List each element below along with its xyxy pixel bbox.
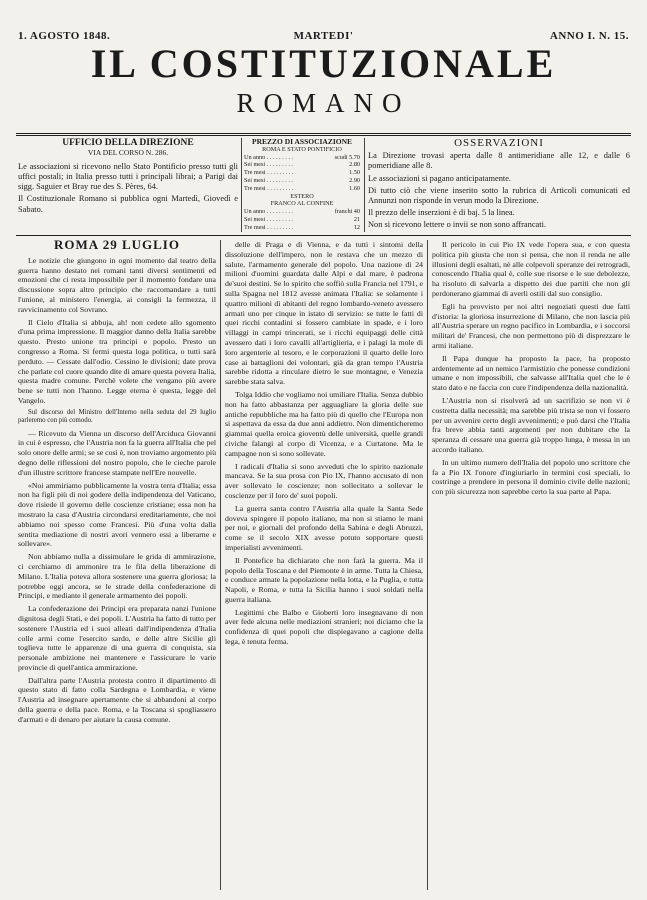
price-row: Sei mesi . . . . . . . . . 21 — [244, 215, 360, 223]
article-column-2 — [225, 240, 423, 890]
weekday: MARTEDI' — [293, 30, 354, 42]
masthead-subtitle: ROMANO — [236, 88, 411, 118]
article-paragraph: Tolga Iddio che vogliamo noi umiliare l'Italia. Senza dubbio non ha fatto abbastanza per agguagliare la gloria delle sue antiche repubbliche ma ha fatto più di quello che l'Europa non si aspettava da essa da due anni addietro. Non dimenticheremo giammai quella eroica gioventù delle università, quelle grandi civiche falangi al corpo di Vicenza, e a Curtatone. Ma le campagne non si sono sollevate. — [225, 389, 423, 458]
prices-sub-roma: ROMA E STATO PONTIFICIO — [262, 145, 342, 153]
observations-letters: Non si ricevono lettere o invii se non sono affrancati. — [368, 220, 546, 230]
prices-sub-franco: FRANCO AL CONFINE — [270, 200, 334, 208]
article-paragraph: Non abbiamo nulla a dissimulare le grida di ammirazione, ci cerchiamo di ammonire tra le fila della liberazione di Milano. L'Italia poteva allora sostenere una guerra gloriosa; la potrebbe oggi ancora, se le strade della confederazione di Principi, e mediante il generale armamento dei popoli. — [18, 552, 216, 601]
price-row: Un anno . . . . . . . . . scudi 5.70 — [244, 153, 360, 161]
prices-heading: PREZZO DI ASSOCIAZIONE — [251, 137, 353, 146]
header-divider-2 — [16, 135, 631, 136]
observations-liability: Di tutto ciò che viene inserito sotto la rubrica di Articoli comunicati ed Annunzi non risponde in verun modo la Direzione. — [368, 185, 630, 206]
article-paragraph: delle di Praga e di Vienna, e da tutti i sintomi della dissoluzione dell'impero, non le restava che un mezzo di salute, l'armamento generale del popolo. Una nazione di 24 milioni d'uomini guardata dalle Alpi e dal mare, è padrona de'suoi destini. Se lo spirito che soffiò sulla Francia nel 1791, e sulla Spagna nel 1812 avesse animata l'Italia: se solamente i quattro milioni di abitanti del regno lombardo-veneto avessero armati uno per cinque in istato di servizio: se tutte le fatti di quei ricchi contadini si fossero cambiate in spade, e i loro villaggi in campi trincerati, se i ricchi equipaggi delle città avessero dati i loro cavalli all'artiglieria, e i palagi la mole di loro argenterie al tesoro, e le corporazioni il quarto delle loro case ai battaglioni dei volontari, già da gran tempo l'Austria sarebbe ridotta a rinculare dietro le sue montagne, e Venezia sarebbe stata salva. — [225, 240, 423, 387]
office-address: VIA DEL CORSO N. 286. — [87, 148, 169, 158]
column-divider — [427, 240, 428, 890]
masthead-title: IL COSTITUZIONALE — [90, 41, 557, 86]
masthead — [0, 42, 647, 118]
article-paragraph: Legittimi che Balbo e Gioberti loro insegnavano di non aver fede alcuna nelle mediazioni stranieri; noi diciamo che la confidenza di quei popoli che dispiegavano a cagione della lega, è tenuta ferma. — [225, 607, 423, 647]
observations-heading: OSSERVAZIONI — [454, 137, 544, 149]
article-title: ROMA 29 LUGLIO — [54, 240, 180, 252]
article-paragraph: I radicali d'Italia si sono avveduti che lo spirito nazionale mancava. Se la sua prosa con Pio IX, l'hanno accusato di non aver sollevato le coscienze; non sollecitato a sollevar le coscienze per il loro de' suoi popoli. — [225, 461, 423, 500]
article-paragraph: Il pericolo in cui Pio IX vede l'opera sua, e con questa politica più giusta che non si pensa, che non il renda ne alle illusioni degli esaltati, nè alle colpevoli speranze dei retrogradi, conoscendo l'Italia qual è, colle sue risorse e le sue debolezze, ha risoluto di salvarla a dispetto dei due partiti che non gli perdonerano giammai di averli ostili dal suo consiglio. — [432, 240, 630, 298]
office-box — [18, 138, 238, 217]
article-paragraph: — Ricevuto da Vienna un discorso dell'Arciduca Giovanni in cui è espresso, che l'Austria non fa la guerra all'Italia che pel solo onore delle armi; se se così è, non troviamo argomento più degno delle riflessioni del nostro popolo, che le cieche parole d'un illustre scrittore francese stampate nell'Ere nouvelle. — [18, 428, 216, 477]
box-divider — [364, 138, 365, 232]
observations-price: Il prezzo delle inserzioni è di baj. 5 la linea. — [368, 208, 515, 218]
article-paragraph: Il Papa dunque ha proposto la pace, ha proposto ardentemente ad un nemico l'armistizio che ponesse condizioni umane e non impossibili, che salvasse all'Italia quel che le è stato dato e ne faccia con cure l'indipendenza della nazionalità. — [432, 353, 630, 393]
article-paragraph: Egli ha provvisto per noi altri negoziati questi due fatti d'istoria: la gloriosa insurrezione di Milano, che non lascia più all'Austria sperare un regno pacifico in Lombardia, e i soccorsi militari de' Francesi, che non permettono più di disprezzare le armi italiane. — [432, 301, 630, 350]
price-row: Un anno . . . . . . . . . franchi 40 — [244, 208, 360, 216]
price-row: Sei mesi . . . . . . . . . 2.90 — [244, 176, 360, 184]
prices-box — [244, 138, 360, 232]
article-paragraph: Le notizie che giungono in ogni momento dal teatro della guerra hanno destato nei romani tanti diversi sentimenti ed emozioni che ci resta impossibile per il momento fondare una discussione sopra altro principio che raccomandare a tutti l'unione, al ministero l'energia, ai consigli la fermezza, il ravvicinamento col Sovrano. — [18, 255, 216, 314]
article-paragraph: La confederazione dei Principi era preparata nanzi l'unione dignitosa degli Stati, e dei popoli. L'Austria ha fatto di tutto per sostenere l'Austria ed i suoi alleati dall'indipendenza d'Italia colle armi come l'esercito sardo, e delle altre Sicilie gli toglieva tutte le apparenze di una guerra di conquista, sia personale ambizione nei mantenere e l'assicurare le varie provincie di quell'antica ammirazione. — [18, 604, 216, 672]
article-note: Sul discorso del Ministro dell'Interno nella seduta del 29 luglio parleremo con più comodo. — [18, 408, 216, 425]
price-row: Tre mesi . . . . . . . . . 1.50 — [244, 169, 360, 177]
price-row: Tre mesi . . . . . . . . . 1.60 — [244, 184, 360, 192]
header-divider — [16, 133, 631, 134]
office-heading: UFFICIO DELLA DIREZIONE — [62, 138, 194, 148]
article-column-3 — [432, 240, 630, 890]
column-divider — [220, 240, 221, 890]
article-paragraph: Dall'altra parte l'Austria protesta contro il dipartimento di questo stato di fatto colla Sardegna e Lombardia, e viene l'Austria ad insegnare apertamente che si abbandoni al corpo della guerra e della pace. Roma, e la Toscana si spogliassero d'armati e di denaro per aiutare la causa comune. — [18, 675, 216, 724]
box-divider — [241, 138, 242, 232]
price-row: Sei mesi . . . . . . . . . 2.80 — [244, 161, 360, 169]
office-subscriptions: Le associazioni si ricevono nello Stato Pontificio presso tutti gli uffici postali; in Italia presso tutti i principali librai; a Parigi dai sigg. Saguier et Bray rue des S. Pères, 64. — [18, 161, 238, 192]
article-paragraph: Il Cielo d'Italia si abbuja, ah! non cedete allo sgomento d'una prima impressione. Il maggior danno della Italia sarebbe questo. Presto unione tra principi e popolo. Presto un congresso a Roma. Si fermi questa loga politica, o tutti sarà perduto. — Cessate dall'odio. Cessino le divisioni; date prova che parlate col cuore quando dite di amare questa povera Italia, questa madre comune. Perchè volete che vengano più avere bene se tutti non l'hanno. Legge eterna è questa, legge del Vangelo. — [18, 317, 216, 405]
price-row: Tre mesi . . . . . . . . . 12 — [244, 223, 360, 231]
office-publication: Il Costituzionale Romano si pubblica ogni Martedì, Giovedì e Sabato. — [18, 194, 238, 214]
article-column-1 — [18, 240, 216, 890]
article-paragraph: La guerra santa contro l'Austria alla quale la Santa Sede doveva spingere il popolo italiano, ma non si stiamo le mani per noi, e giornali del profondo della Sabina e degli Abruzzi, come se il secolo XIX avesse potuto sopportare questi imperialisti avvenimenti. — [225, 503, 423, 552]
observations-hours: La Direzione trovasi aperta dalle 8 antimeridiane alle 12, e dalle 6 pomeridiane alle 8. — [368, 151, 630, 171]
article-paragraph: L'Austria non si risolverà ad un sacrifizio se non vi è costretta dalla necessità; ma sarebbe più trista se non vi fossero per un avvenire certo degli avvenimenti; e può darsi che l'Italia fra breve abbia tanti argomenti per non dubitare che la speranza di cessare una guerra già troppo lunga, è messa in un accordo italiano. — [432, 395, 630, 454]
body-divider — [16, 235, 631, 236]
issue-date: 1. AGOSTO 1848. — [18, 30, 111, 42]
article-paragraph: In un ultimo numero dell'Italia del popolo uno scrittore che fa a Pio IX l'onore d'ingiuriarlo in termini così speciali, lo costringe a prendere in persona il dominio civile delle nazioni; con più sicurezza non saprebbe certo la sua parte al Papa. — [432, 457, 630, 497]
observations-payment: Le associazioni si pagano anticipatamente. — [368, 173, 512, 183]
observations-box — [368, 138, 630, 233]
article-paragraph: Il Pontefice ha dichiarato che non farà la guerra. Ma il popolo della Toscana e del Piemonte è in arme. Tutta la Chiesa, e conduce armate la popolazione nella lotta, e la Puglia, e tutta Napoli, e Roma, e tutta la Sicilia hanno i suoi soldati nella guerra italiana. — [225, 555, 423, 604]
prices-sub-estero: ESTERO — [290, 192, 314, 200]
issue-number: ANNO I. N. 15. — [549, 30, 629, 42]
article-paragraph: «Noi ammiriamo pubblicamente la vostra terra d'Italia; essa non ha figli più di noi godere della indipendenza del Vaticano, dove risiede il governo delle coscienze cristiane; essa non ha mostrato la casa d'Austria circondarsi ereditariamente, che noi abbiamo noi spesso come Francesi. Più d'una volta dalla sentita mediazione di nostri avori vennero essi a liberarne e sollevare». — [18, 480, 216, 549]
